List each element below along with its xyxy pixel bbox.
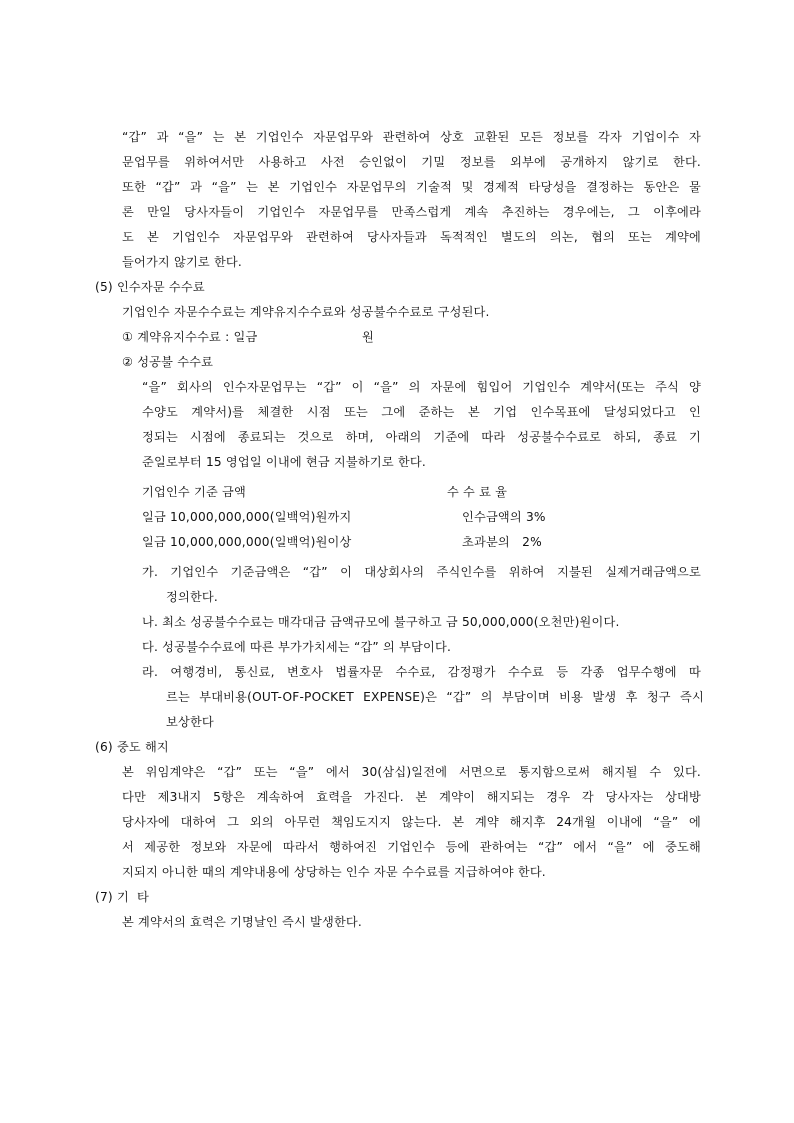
termination-line-3: 당사자에 대하여 그 외의 아무런 책임도지지 않는다. 본 계약 해지후 24개월 이내에 “을” 에: [122, 815, 701, 829]
clause-ra-line-1: 라. 여행경비, 통신료, 변호사 법률자문 수수료, 감정평가 수수료 등 각종 업무수행에 따: [142, 665, 701, 679]
fee-table-header-amount: 기업인수 기준 금액: [142, 485, 246, 499]
clause-ra-line-2: 르는 부대비용(OUT-OF-POCKET EXPENSE)은 “갑” 의 부담이며 비용 발생 후 청구 즉시: [166, 690, 704, 704]
section-5-description: 기업인수 자문수수료는 계약유지수수료와 성공불수수료로 구성된다.: [122, 305, 490, 319]
section-6-heading: (6) 중도 해지: [95, 740, 169, 754]
fee-table-row-1-amount: 일금 10,000,000,000(일백억)원까지: [142, 510, 352, 524]
clause-ga-line-2: 정의한다.: [166, 590, 218, 604]
termination-line-4: 서 제공한 정보와 자문에 따라서 행하여진 기업인수 등에 관하여는 “갑” 에서 “을” 에 중도해: [122, 840, 701, 854]
termination-line-5: 지되지 아니한 때의 계약내용에 상당하는 인수 자문 수수료를 지급하여야 한다.: [122, 865, 546, 879]
clause-na: 나. 최소 성공불수수료는 매각대금 금액규모에 불구하고 금 50,000,000(오천만)원이다.: [142, 615, 620, 629]
termination-line-2: 다만 제3내지 5항은 계속하여 효력을 가진다. 본 계약이 해지되는 경우 각 당사자는 상대방: [122, 790, 701, 804]
intro-line-1: “갑” 과 “을” 는 본 기업인수 자문업무와 관련하여 상호 교환된 모든 정보를 각자 기업이수 자: [122, 130, 701, 144]
effective-clause: 본 계약서의 효력은 기명날인 즉시 발생한다.: [122, 915, 362, 929]
clause-da: 다. 성공불수수료에 따른 부가가치세는 “갑” 의 부담이다.: [142, 640, 452, 654]
termination-line-1: 본 위임계약은 “갑” 또는 “을” 에서 30(삼십)일전에 서면으로 통지함으로써 해지될 수 있다.: [122, 765, 701, 779]
retainer-fee-unit: 원: [362, 330, 374, 344]
success-fee-item: ② 성공불 수수료: [122, 355, 214, 369]
fee-table-row-2-amount: 일금 10,000,000,000(일백억)원이상: [142, 535, 352, 549]
section-5-heading: (5) 인수자문 수수료: [95, 280, 205, 294]
section-7-heading: (7) 기 타: [95, 890, 150, 904]
fee-table-row-1-rate: 인수금액의 3%: [462, 510, 546, 524]
clause-ga-line-1: 가. 기업인수 기준금액은 “갑” 이 대상회사의 주식인수를 위하여 지불된 실제거래금액으로: [142, 565, 701, 579]
fee-table-header-rate: 수 수 료 율: [447, 485, 508, 499]
intro-line-2: 문업무를 위하여서만 사용하고 사전 승인없이 기밀 정보를 외부에 공개하지 않기로 한다.: [122, 155, 701, 169]
fee-table-row-2-rate: 초과분의 2%: [462, 535, 542, 549]
intro-line-3: 또한 “갑” 과 “을” 는 본 기업인수 자문업무의 기술적 및 경제적 타당성을 결정하는 동안은 물: [122, 180, 701, 194]
intro-line-6: 들어가지 않기로 한다.: [122, 255, 242, 269]
success-fee-para-line-1: “을” 회사의 인수자문업무는 “갑” 이 “을” 의 자문에 힘입어 기업인수 계약서(또는 주식 양: [142, 380, 701, 394]
clause-ra-line-3: 보상한다: [166, 715, 214, 729]
success-fee-para-line-4: 준일로부터 15 영업일 이내에 현금 지불하기로 한다.: [142, 455, 426, 469]
retainer-fee-item: ① 계약유지수수료 : 일금: [122, 330, 258, 344]
success-fee-para-line-2: 수양도 계약서)를 체결한 시점 또는 그에 준하는 본 기업 인수목표에 달성되었다고 인: [142, 405, 701, 419]
intro-line-4: 론 만일 당사자들이 기업인수 자문업무를 만족스럽게 계속 추진하는 경우에는, 그 이후에라: [122, 205, 701, 219]
success-fee-para-line-3: 정되는 시점에 종료되는 것으로 하며, 아래의 기준에 따라 성공불수수료로 하되, 종료 기: [142, 430, 701, 444]
intro-line-5: 도 본 기업인수 자문업무와 관련하여 당사자들과 독적적인 별도의 의논, 협의 또는 계약에: [122, 230, 701, 244]
